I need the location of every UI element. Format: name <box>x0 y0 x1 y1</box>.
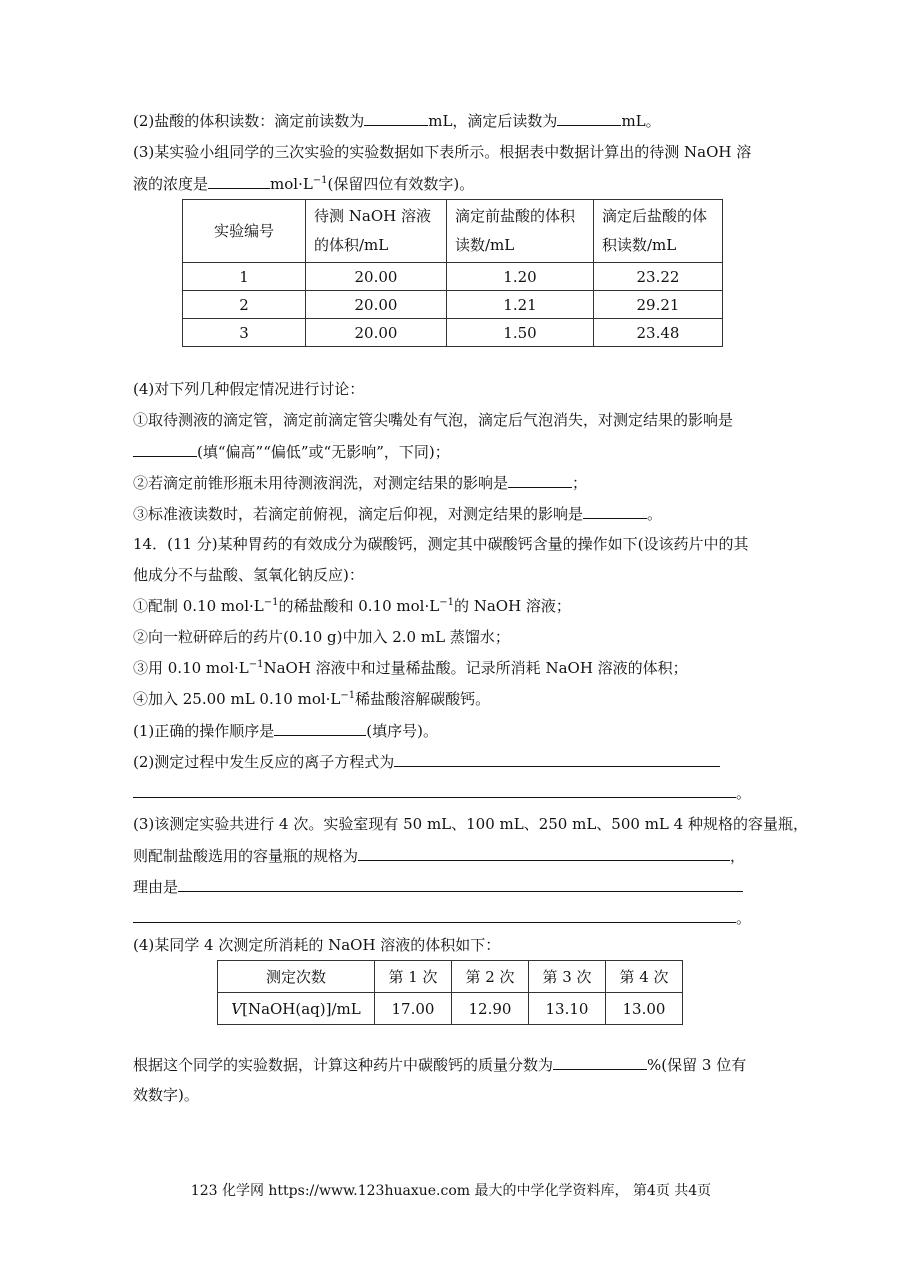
part-3-line1: (3)该测定实验共进行 4 次。实验室现有 50 mL、100 mL、250 mL、500 mL 4 种规格的容量瓶， <box>133 815 808 833</box>
step-3: ③用 0.10 $mol\cdot L^{-1}NaOH$ 溶液中和过量稀盐酸。记录所消耗 NaOH 溶液的体积； <box>133 659 688 677</box>
part-3-line3: 理由是 <box>133 876 743 897</box>
part-2-cont: 。 <box>133 782 751 803</box>
table-row: 2 20.00 1.21 29.21 <box>183 291 723 319</box>
titration-data-table <box>182 199 723 347</box>
question-4-item2: ②若滴定前锥形瓶未用待测液润洗，对测定结果的影响是 ； <box>133 474 588 492</box>
question-3-line1: (3)某实验小组同学的三次实验的实验数据如下表所示。根据表中数据计算出的待测 NaOH 溶 <box>133 143 752 161</box>
header-cell: 待测 NaOH 溶液 的体积/mL <box>306 200 447 263</box>
answer-blank <box>364 110 428 126</box>
question-3-line2: 液的浓度是 $mol\cdot L^{-1}$(保留四位有效数字)。 <box>133 175 475 193</box>
naoh-volume-table <box>217 960 683 1025</box>
table-row: 1 20.00 1.20 23.22 <box>183 263 723 291</box>
question-2-line: (2)盐酸的体积读数：滴定前读数为 mL，滴定后读数为 mL。 <box>133 112 661 130</box>
table-row: V[NaOH(aq)]/mL 17.00 12.90 13.10 13.00 <box>218 993 683 1025</box>
question-14-line1: 14．(11 分)某种胃药的有效成分为碳酸钙，测定其中碳酸钙含量的操作如下(设该药片中的其 <box>133 535 749 553</box>
answer-blank <box>133 441 197 457</box>
question-4-item3: ③标准液读数时，若滴定前俯视，滴定后仰视，对测定结果的影响是 。 <box>133 505 663 523</box>
step-2: ②向一粒研碎后的药片(0.10 g)中加入 2.0 mL 蒸馏水； <box>133 628 510 646</box>
answer-blank <box>358 845 730 861</box>
question-4-item1-cont: (填“偏高”“偏低”或“无影响”，下同)； <box>133 441 450 462</box>
question-4-title: (4)对下列几种假定情况进行讨论： <box>133 380 365 398</box>
question-14-line2: 他成分不与盐酸、氢氧化钠反应)： <box>133 566 364 584</box>
row-label: V[NaOH(aq)]/mL <box>218 993 375 1025</box>
answer-blank <box>178 876 743 892</box>
answer-blank <box>208 173 270 189</box>
answer-blank <box>557 110 621 126</box>
answer-blank <box>508 472 572 488</box>
answer-blank <box>583 503 647 519</box>
part-3-cont: 。 <box>133 907 751 928</box>
part-3-line2: 则配制盐酸选用的容量瓶的规格为 ， <box>133 847 746 865</box>
answer-blank <box>133 782 736 798</box>
answer-blank <box>553 1054 647 1070</box>
part-2: (2)测定过程中发生反应的离子方程式为 <box>133 751 720 772</box>
answer-blank <box>133 907 736 923</box>
final-question-line2: 效数字)。 <box>133 1086 199 1104</box>
part-1: (1)正确的操作顺序是 (填序号)。 <box>133 722 438 740</box>
table-row: 3 20.00 1.50 23.48 <box>183 319 723 347</box>
page-footer: 123 化学网 https://www.123huaxue.com 最大的中学化学资料库， 第4页 共4页 <box>190 1183 712 1199</box>
final-question-line1: 根据这个同学的实验数据，计算这种药片中碳酸钙的质量分数为 %(保留 3 位有 <box>133 1056 747 1074</box>
question-4-item1: ①取待测液的滴定管，滴定前滴定管尖嘴处有气泡，滴定后气泡消失，对测定结果的影响是 <box>133 411 734 429</box>
part-4-title: (4)某同学 4 次测定所消耗的 NaOH 溶液的体积如下： <box>133 936 501 954</box>
step-1: ①配制 0.10 $mol\cdot L^{-1}$的稀盐酸和 0.10 $mol\cdot L^{-1}$的 NaOH 溶液； <box>133 597 571 615</box>
table-header-row <box>183 200 723 263</box>
header-cell: 滴定前盐酸的体积 读数/mL <box>447 200 594 263</box>
header-cell: 滴定后盐酸的体 积读数/mL <box>594 200 723 263</box>
answer-blank <box>274 720 366 736</box>
answer-blank <box>394 751 720 767</box>
table-header-row: 测定次数 第 1 次 第 2 次 第 3 次 第 4 次 <box>218 961 683 993</box>
step-4: ④加入 25.00 mL 0.10 $mol\cdot L^{-1}$稀盐酸溶解碳酸钙。 <box>133 690 491 708</box>
header-cell: 实验编号 <box>183 200 306 263</box>
